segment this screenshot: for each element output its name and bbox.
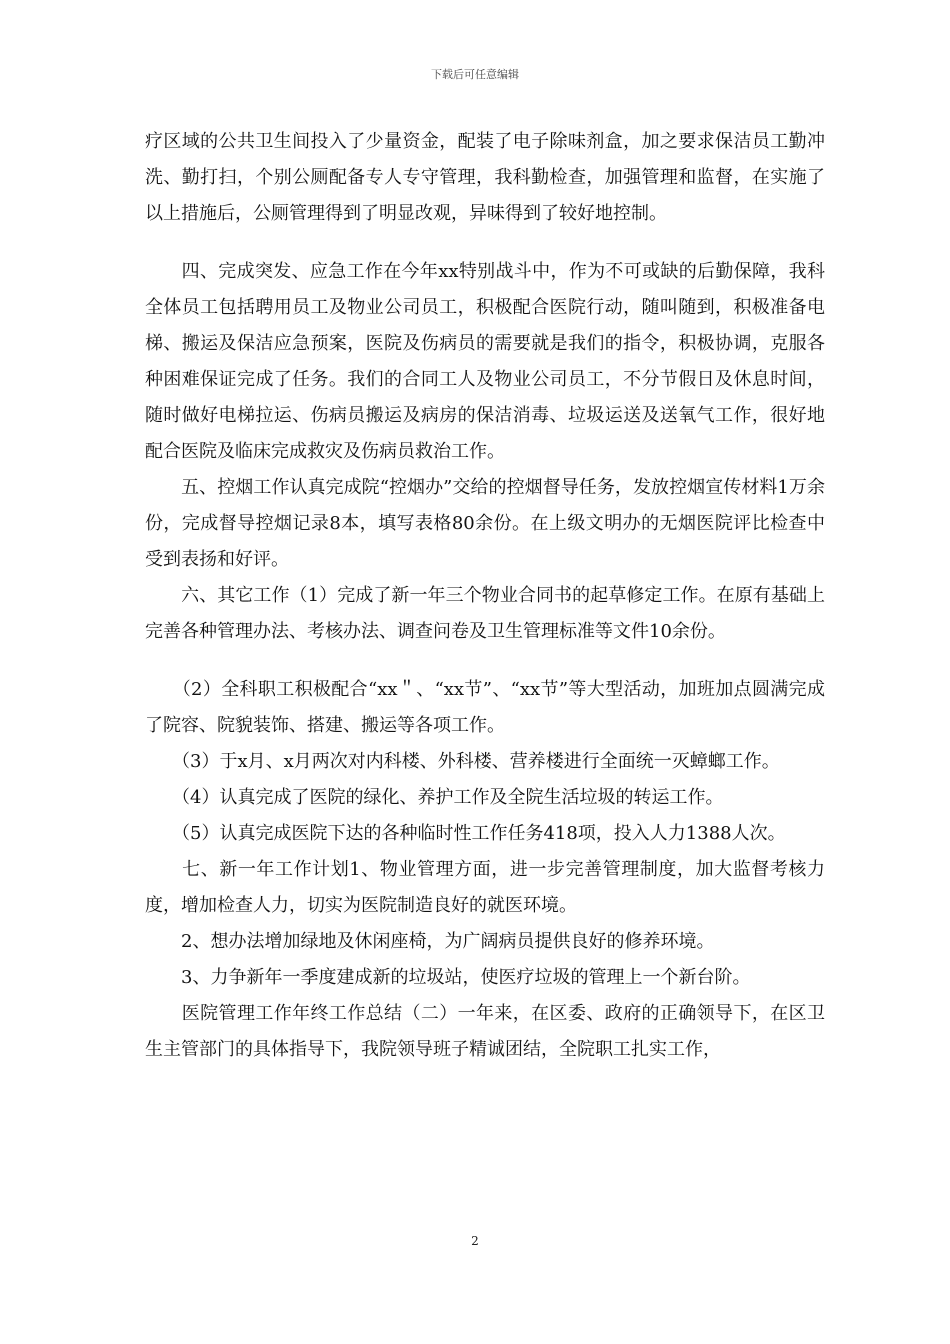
page-header: 下载后可任意编辑: [431, 68, 519, 81]
paragraph-gap: [145, 232, 825, 254]
paragraph-5: （2）全科职工积极配合“xx＂、“xx节”、“xx节”等大型活动，加班加点圆满完成了院容、院貌装饰、搭建、搬运等各项工作。: [145, 679, 825, 736]
paragraph-9: 七、新一年工作计划1、物业管理方面，进一步完善管理制度，加大监督考核力度，增加检查人力，切实为医院制造良好的就医环境。: [145, 859, 825, 916]
paragraph-gap: [145, 650, 825, 672]
paragraph-11: 3、力争新年一季度建成新的垃圾站，使医疗垃圾的管理上一个新台阶。: [145, 967, 751, 988]
document-body: [145, 124, 825, 1068]
paragraph-6: （3）于x月、x月两次对内科楼、外科楼、营养楼进行全面统一灭蟑螂工作。: [145, 751, 780, 772]
paragraph-8: （5）认真完成医院下达的各种临时性工作任务418项，投入人力1388人次。: [145, 823, 786, 844]
paragraph-2: 四、完成突发、应急工作在今年xx特别战斗中，作为不可或缺的后勤保障，我科全体员工包括聘用员工及物业公司员工，积极配合医院行动，随叫随到，积极准备电梯、搬运及保洁应急预案，医院及伤病员的需要就是我们的指令，积极协调，克服各种困难保证完成了任务。我们的合同工人及物业公司员工，不分节假日及休息时间，随时做好电梯拉运、伤病员搬运及病房的保洁消毒、垃圾运送及送氧气工作，很好地配合医院及临床完成救灾及伤病员救治工作。: [145, 261, 825, 462]
paragraph-1: 疗区域的公共卫生间投入了少量资金，配装了电子除味剂盒，加之要求保洁员工勤冲洗、勤打扫，个别公厕配备专人专守管理，我科勤检查，加强管理和监督，在实施了以上措施后，公厕管理得到了明显改观，异味得到了较好地控制。: [145, 131, 825, 224]
page-number: 2: [471, 1234, 479, 1248]
paragraph-3: 五、控烟工作认真完成院“控烟办”交给的控烟督导任务，发放控烟宣传材料1万余份，完成督导控烟记录8本，填写表格80余份。在上级文明办的无烟医院评比检查中受到表扬和好评。: [145, 477, 825, 570]
paragraph-7: （4）认真完成了医院的绿化、养护工作及全院生活垃圾的转运工作。: [145, 787, 724, 808]
paragraph-12: 医院管理工作年终工作总结（二）一年来，在区委、政府的正确领导下，在区卫生主管部门的具体指导下，我院领导班子精诚团结，全院职工扎实工作，: [145, 1003, 825, 1060]
paragraph-10: 2、想办法增加绿地及休闲座椅，为广阔病员提供良好的修养环境。: [145, 931, 715, 952]
paragraph-4: 六、其它工作（1）完成了新一年三个物业合同书的起草修定工作。在原有基础上完善各种管理办法、考核办法、调查问卷及卫生管理标准等文件10余份。: [145, 585, 825, 642]
